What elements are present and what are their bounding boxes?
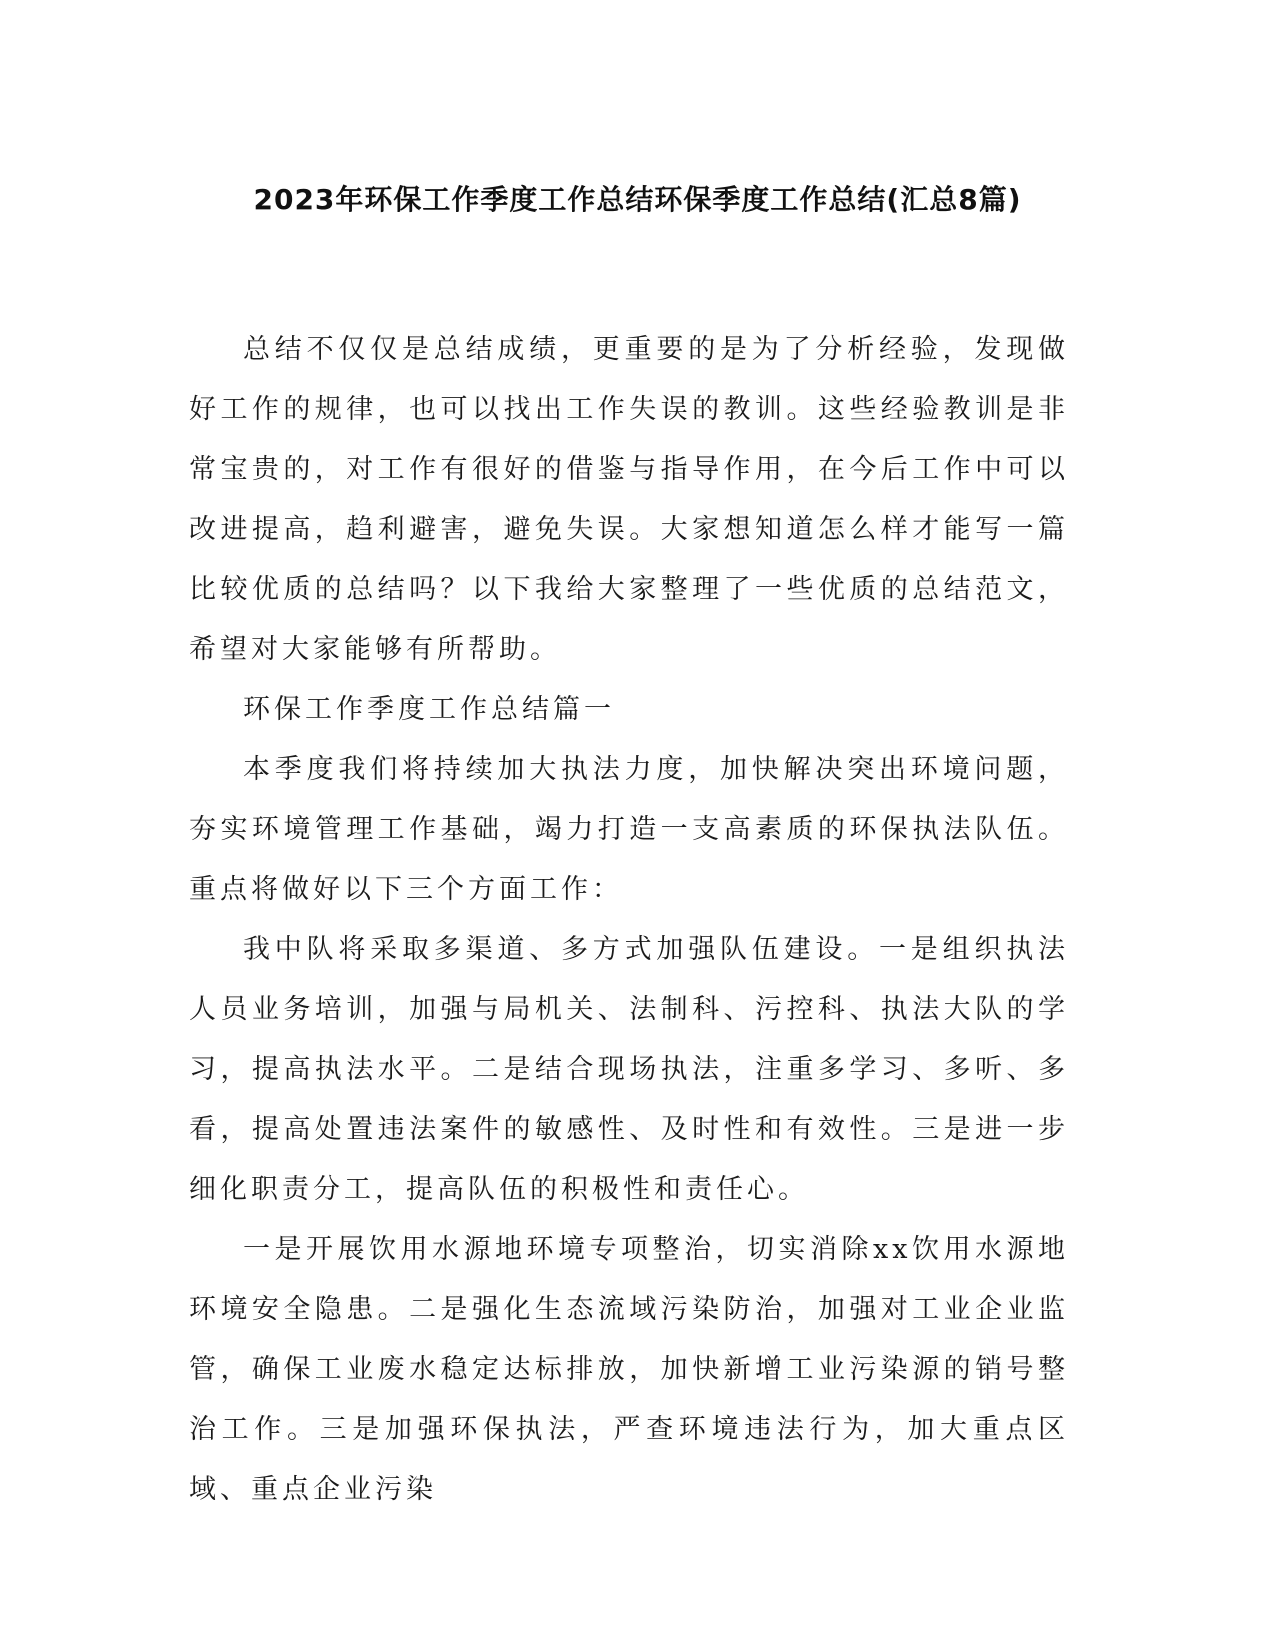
document-title: 2023年环保工作季度工作总结环保季度工作总结(汇总8篇)	[253, 183, 1022, 216]
section-heading: 环保工作季度工作总结篇一	[243, 694, 615, 725]
body-paragraph: 本季度我们将持续加大执法力度，加快解决突出环境问题，夯实环境管理工作基础，竭力打造一支高素质的环保执法队伍。重点将做好以下三个方面工作：	[189, 754, 1069, 905]
body-paragraph: 我中队将采取多渠道、多方式加强队伍建设。一是组织执法人员业务培训，加强与局机关、法制科、污控科、执法大队的学习，提高执法水平。二是结合现场执法，注重多学习、多听、多看，提高处置违法案件的敏感性、及时性和有效性。三是进一步细化职责分工，提高队伍的积极性和责任心。	[189, 934, 1069, 1205]
document-body	[189, 320, 1069, 1520]
intro-paragraph: 总结不仅仅是总结成绩，更重要的是为了分析经验，发现做好工作的规律，也可以找出工作失误的教训。这些经验教训是非常宝贵的，对工作有很好的借鉴与指导作用，在今后工作中可以改进提高，趋利避害，避免失误。大家想知道怎么样才能写一篇比较优质的总结吗？以下我给大家整理了一些优质的总结范文，希望对大家能够有所帮助。	[189, 334, 1069, 665]
body-paragraph: 一是开展饮用水源地环境专项整治，切实消除xx饮用水源地环境安全隐患。二是强化生态流域污染防治，加强对工业企业监管，确保工业废水稳定达标排放，加快新增工业污染源的销号整治工作。三是加强环保执法，严查环境违法行为，加大重点区域、重点企业污染	[189, 1234, 1069, 1505]
